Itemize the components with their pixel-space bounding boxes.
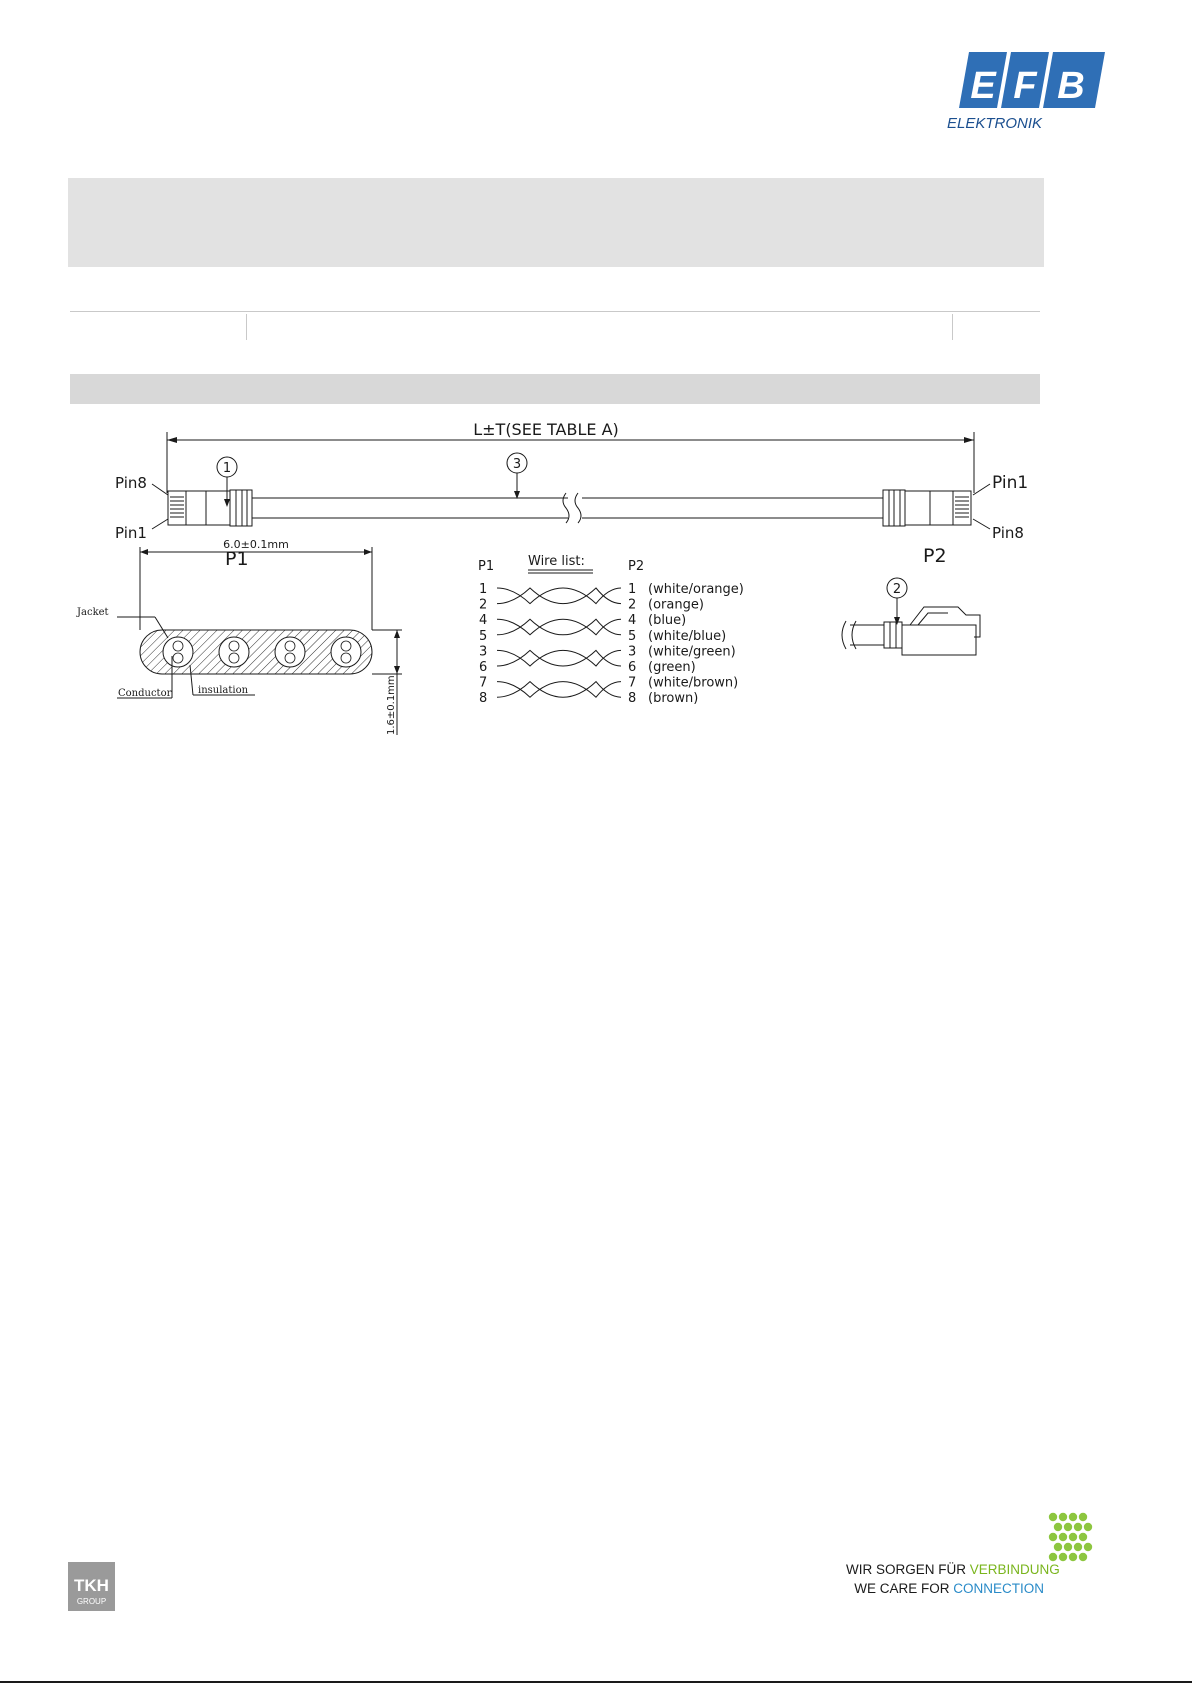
logo-dot (1069, 1533, 1077, 1541)
p1-pin-bottom-label: Pin1 (115, 524, 147, 542)
tkh-logo-text: TKH (74, 1576, 109, 1595)
wire-p2-pin: 2 (628, 597, 637, 613)
wire-p2-pin: 7 (628, 675, 637, 691)
cable-body (252, 493, 883, 523)
logo-dot (1059, 1553, 1067, 1561)
efb-logo (945, 48, 1105, 133)
section-title-bar (70, 374, 1040, 404)
twisted-pair-wire (497, 619, 621, 635)
twisted-pair-wire (497, 682, 621, 698)
wire-p2-pin: 6 (628, 660, 637, 675)
logo-dot (1049, 1513, 1057, 1521)
wire-p1-pin: 3 (479, 644, 488, 660)
efb-logo-letter: E (970, 65, 996, 107)
wire-p2-pin: 1 (628, 582, 637, 597)
p2-pin-bottom-label: Pin8 (992, 524, 1024, 542)
logo-dot (1064, 1543, 1072, 1551)
cable-drawing (60, 405, 1040, 745)
document-header-bar (68, 178, 1044, 267)
callout-3: 3 (512, 457, 522, 472)
twisted-pair-wire (497, 588, 621, 604)
twisted-pair-wire (497, 650, 621, 666)
wire-color: (white/green) (648, 644, 736, 660)
wire-p2-pin: 4 (628, 613, 637, 629)
width-dimension-label: 6.0±0.1mm (223, 538, 289, 551)
twisted-pair-wire (497, 619, 621, 635)
tagline-de: WIR SORGEN FÜR VERBINDUNG (846, 1562, 1060, 1577)
logo-dot (1059, 1513, 1067, 1521)
wire-list-title: Wire list: (528, 554, 585, 569)
p1-label: P1 (225, 548, 249, 570)
logo-dot (1064, 1523, 1072, 1531)
connector-side-view (842, 578, 980, 655)
callout-1: 1 (222, 461, 232, 476)
tkh-logo-subtext: GROUP (76, 1597, 107, 1606)
logo-dot (1059, 1533, 1067, 1541)
wire-p1-pin: 8 (479, 691, 488, 707)
twisted-pair-wire (497, 588, 621, 604)
wire-p2-pin: 5 (628, 628, 637, 644)
wire-p2-pin: 8 (628, 691, 637, 707)
wire-p1-pin: 2 (479, 597, 488, 613)
tagline-en: WE CARE FOR CONNECTION (854, 1581, 1044, 1596)
wire-p1-pin: 1 (479, 582, 488, 597)
connector-p2 (883, 490, 971, 526)
meta-divider (952, 314, 953, 340)
length-label: L±T(SEE TABLE A) (473, 420, 619, 439)
logo-dot (1084, 1543, 1092, 1551)
efb-logo-subtitle: ELEKTRONIK (947, 115, 1043, 132)
meta-divider (246, 314, 247, 340)
logo-dot (1054, 1523, 1062, 1531)
connector-p1 (168, 490, 252, 526)
p1-pin-top-label: Pin8 (115, 474, 147, 492)
page-bottom-rule (0, 1681, 1192, 1683)
wire-p1-pin: 4 (479, 613, 488, 629)
wire-color: (white/brown) (648, 675, 739, 691)
height-dimension-label: 1.6±0.1mm (386, 675, 397, 735)
wire-color: (white/blue) (648, 628, 727, 644)
insulation-label: insulation (198, 685, 249, 696)
wire-list (478, 554, 744, 706)
wire-p1-pin: 7 (479, 675, 488, 691)
logo-dot (1074, 1523, 1082, 1531)
meta-info-row (70, 311, 1040, 340)
wire-color: (green) (648, 660, 696, 675)
dots-logo (1046, 1510, 1106, 1565)
p2-pin-top-label: Pin1 (992, 473, 1029, 493)
wire-color: (blue) (648, 613, 687, 629)
logo-dot (1079, 1513, 1087, 1521)
logo-dot (1079, 1553, 1087, 1561)
logo-dot (1049, 1553, 1057, 1561)
logo-dot (1069, 1513, 1077, 1521)
jacket-label: Jacket (77, 607, 109, 618)
logo-dot (1084, 1523, 1092, 1531)
wire-color: (brown) (648, 691, 699, 707)
twisted-pair-wire (497, 682, 621, 698)
callout-2: 2 (892, 582, 902, 597)
efb-logo-letter: B (1057, 65, 1085, 107)
logo-dot (1049, 1533, 1057, 1541)
efb-logo-letter: F (1013, 65, 1037, 107)
wire-color: (orange) (648, 597, 704, 613)
twisted-pair-wire (497, 650, 621, 666)
logo-dot (1074, 1543, 1082, 1551)
tkh-group-logo (68, 1562, 115, 1611)
wire-p1-pin: 5 (479, 628, 488, 644)
logo-dot (1069, 1553, 1077, 1561)
wire-list-p2-header: P2 (628, 559, 645, 574)
conductor-label: Conductor (118, 688, 172, 699)
footer-tagline (846, 1510, 1106, 1596)
wire-color: (white/orange) (648, 582, 744, 597)
wire-p1-pin: 6 (479, 660, 488, 675)
wire-p2-pin: 3 (628, 644, 637, 660)
wire-list-p1-header: P1 (478, 559, 495, 574)
p2-label: P2 (923, 545, 947, 567)
logo-dot (1054, 1543, 1062, 1551)
logo-dot (1079, 1533, 1087, 1541)
